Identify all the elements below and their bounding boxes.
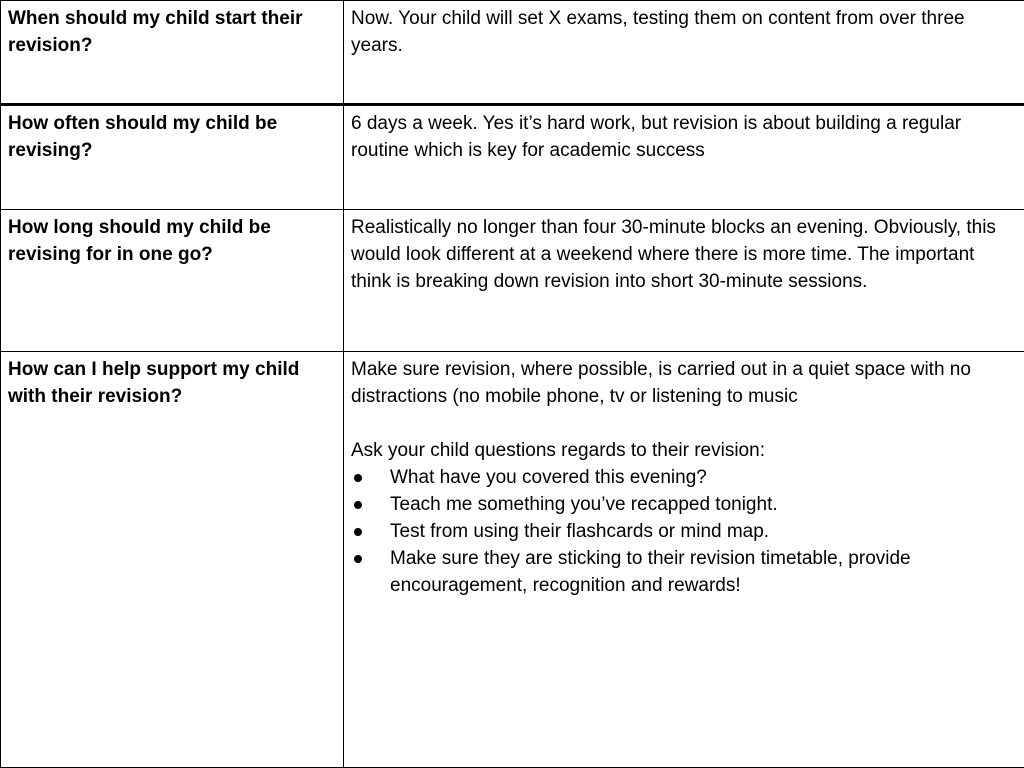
table-row bbox=[1, 105, 1024, 210]
bullet-icon bbox=[354, 501, 362, 509]
question-cell: How can I help support my child with their revision? bbox=[1, 352, 344, 768]
list-item-text: What have you covered this evening? bbox=[390, 467, 707, 488]
answer-paragraph: Ask your child questions regards to their revision: bbox=[351, 440, 765, 461]
bullet-icon bbox=[354, 555, 362, 563]
answer-paragraph: Make sure revision, where possible, is carried out in a quiet space with no distractions (no mobile phone, tv or listening to music bbox=[351, 359, 971, 407]
question-cell: How long should my child be revising for in one go? bbox=[1, 210, 344, 352]
list-item bbox=[351, 545, 1017, 599]
list-item-text: Teach me something you’ve recapped tonight. bbox=[390, 494, 778, 515]
table-row bbox=[1, 352, 1024, 768]
list-item-text: Make sure they are sticking to their revision timetable, provide encouragement, recognition and rewards! bbox=[390, 548, 911, 596]
answer-cell: Now. Your child will set X exams, testing them on content from over three years. bbox=[344, 1, 1024, 105]
question-cell: When should my child start their revision? bbox=[1, 1, 344, 105]
question-cell: How often should my child be revising? bbox=[1, 105, 344, 210]
answer-cell bbox=[344, 352, 1024, 768]
bullet-icon bbox=[354, 474, 362, 482]
bullet-icon bbox=[354, 528, 362, 536]
answer-cell: Realistically no longer than four 30-minute blocks an evening. Obviously, this would look different at a weekend where there is more time. The important think is breaking down revision into short 30-minute sessions. bbox=[344, 210, 1024, 352]
answer-cell: 6 days a week. Yes it’s hard work, but revision is about building a regular routine which is key for academic success bbox=[344, 105, 1024, 210]
table-row bbox=[1, 1, 1024, 105]
table-row bbox=[1, 210, 1024, 352]
list-item-text: Test from using their flashcards or mind map. bbox=[390, 521, 770, 542]
tips-list bbox=[351, 464, 1017, 599]
list-item bbox=[351, 491, 1017, 518]
list-item bbox=[351, 518, 1017, 545]
list-item bbox=[351, 464, 1017, 491]
